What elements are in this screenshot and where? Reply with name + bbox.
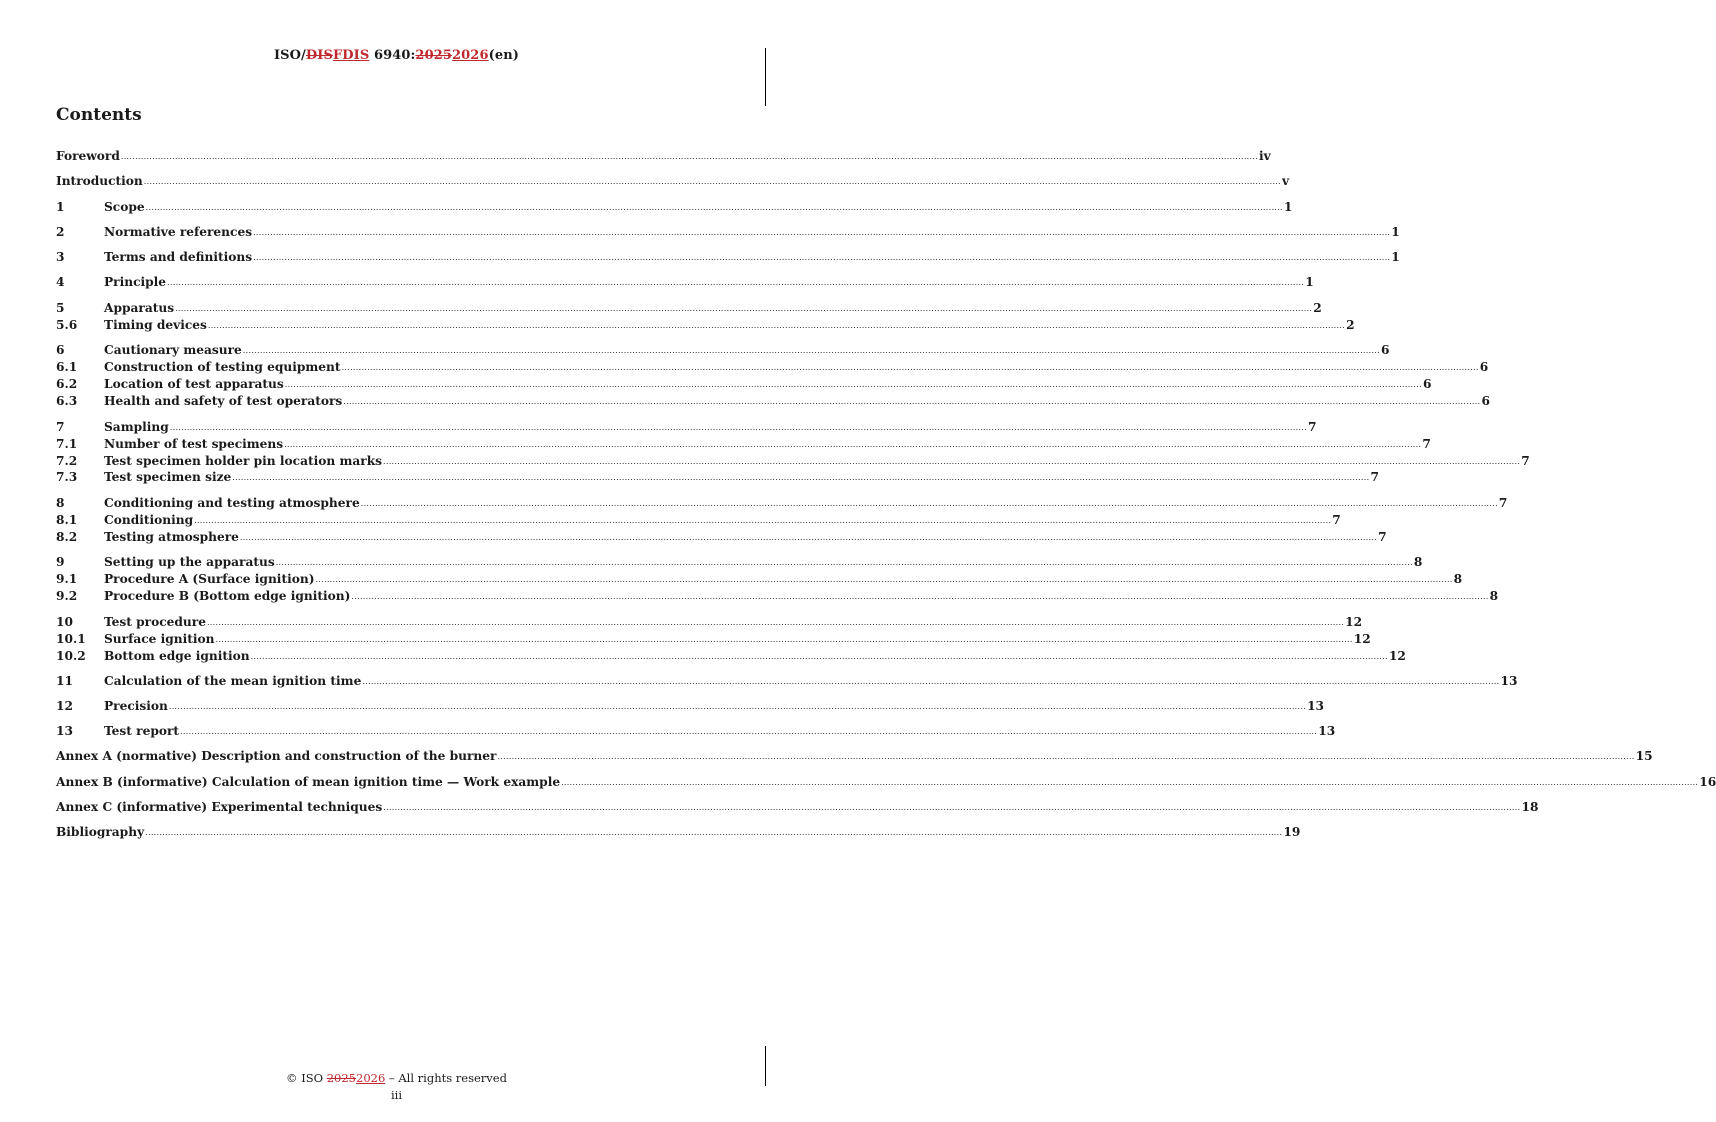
toc-entry-number: 9.1 (56, 572, 78, 586)
toc-entry-title: Normative references (104, 225, 253, 239)
toc-entry[interactable] (56, 435, 1431, 451)
toc-entry[interactable] (56, 375, 1432, 391)
toc-entry[interactable] (56, 299, 1322, 315)
toc-entry-number: 12 (56, 699, 73, 713)
toc-entry[interactable] (56, 198, 1293, 214)
toc-entry-page: 8 (1413, 555, 1423, 569)
toc-entry-page: 13 (1318, 724, 1336, 738)
toc-entry[interactable] (56, 773, 1716, 789)
toc-entry[interactable] (56, 672, 1518, 688)
header-prefix: ISO/ (273, 48, 306, 63)
toc-entry-title: Procedure A (Surface ignition) (104, 572, 315, 586)
header-inserted-stage: FDIS (332, 48, 370, 63)
toc-entry-page: 7 (1307, 420, 1317, 434)
toc-entry[interactable] (56, 147, 1271, 163)
toc-entry-number: 9.2 (56, 589, 78, 603)
toc-dot-leader: ................................................................................................................................................................................................................................................................................................................................................................................................................ (239, 533, 1378, 542)
toc-entry-number: 10.1 (56, 632, 86, 646)
toc-dot-leader: ................................................................................................................................................................................................................................................................................................................................................................................................................ (284, 440, 1422, 449)
toc-entry-number: 4 (56, 275, 65, 289)
toc-entry-number: 7.1 (56, 437, 78, 451)
toc-entry-title: Test specimen holder pin location marks (104, 454, 383, 468)
toc-entry-title: Construction of testing equipment (104, 360, 341, 374)
toc-entry[interactable] (56, 418, 1317, 434)
toc-entry-page: 1 (1391, 225, 1400, 239)
page-title: Contents (56, 105, 142, 125)
toc-entry[interactable] (56, 392, 1490, 408)
toc-entry-number: 7.3 (56, 470, 78, 484)
toc-dot-leader: ................................................................................................................................................................................................................................................................................................................................................................................................................ (232, 473, 1370, 482)
toc-entry-title: Bottom edge ignition (104, 649, 250, 663)
toc-dot-leader: ................................................................................................................................................................................................................................................................................................................................................................................................................ (360, 499, 1498, 508)
toc-entry[interactable] (56, 223, 1400, 239)
toc-entry-title: Precision (104, 699, 168, 713)
toc-entry-page: 7 (1521, 454, 1530, 468)
toc-entry-page: 1 (1305, 275, 1314, 289)
toc-entry-page: 12 (1388, 649, 1406, 663)
toc-entry-title: Calculation of the mean ignition time (104, 674, 362, 688)
toc-entry-page: 2 (1313, 301, 1322, 315)
toc-entry-page: 7 (1332, 513, 1341, 527)
document-header (0, 48, 793, 63)
toc-entry-title: Test procedure (104, 615, 206, 629)
toc-entry-title: Conditioning and testing atmosphere (104, 496, 360, 510)
toc-entry-number: 10 (56, 615, 73, 629)
toc-entry[interactable] (56, 553, 1423, 569)
toc-dot-leader: ................................................................................................................................................................................................................................................................................................................................................................................................................ (175, 304, 1313, 313)
toc-dot-leader: ................................................................................................................................................................................................................................................................................................................................................................................................................ (168, 702, 1307, 711)
toc-entry-page: 19 (1283, 825, 1301, 839)
toc-entry-page: 12 (1353, 632, 1371, 646)
toc-entry-number: 6.2 (56, 377, 78, 391)
toc-entry-page: 7 (1422, 437, 1431, 451)
toc-entry[interactable] (56, 722, 1336, 738)
toc-entry-page: 2 (1346, 318, 1355, 332)
toc-entry-page: 6 (1481, 394, 1490, 408)
toc-entry-title: Procedure B (Bottom edge ignition) (104, 589, 351, 603)
toc-entry-title: Sampling (104, 420, 169, 434)
toc-entry-page: 13 (1500, 674, 1518, 688)
toc-dot-leader: ................................................................................................................................................................................................................................................................................................................................................................................................................ (215, 635, 1353, 644)
toc-entry[interactable] (56, 358, 1489, 374)
toc-entry-page: 18 (1521, 800, 1539, 814)
toc-entry-page: 13 (1307, 699, 1325, 713)
toc-entry-title: Test report (104, 724, 180, 738)
toc-entry-title: Bibliography (56, 825, 145, 839)
toc-dot-leader: ................................................................................................................................................................................................................................................................................................................................................................................................................ (206, 618, 1345, 627)
toc-entry-number: 3 (56, 250, 65, 264)
toc-entry-title: Foreword (56, 149, 120, 163)
toc-dot-leader: ................................................................................................................................................................................................................................................................................................................................................................................................................ (145, 203, 1283, 212)
toc-entry-title: Principle (104, 275, 167, 289)
toc-entry-number: 1 (56, 200, 65, 214)
toc-dot-leader: ................................................................................................................................................................................................................................................................................................................................................................................................................ (120, 152, 1259, 161)
toc-entry-number: 6 (56, 343, 65, 357)
toc-entry-page: 16 (1699, 775, 1716, 789)
toc-entry-page: 7 (1498, 496, 1508, 510)
toc-entry-title: Terms and definitions (104, 250, 253, 264)
toc-entry-page: 8 (1453, 572, 1463, 586)
toc-dot-leader: ................................................................................................................................................................................................................................................................................................................................................................................................................ (383, 457, 1521, 466)
toc-dot-leader: ................................................................................................................................................................................................................................................................................................................................................................................................................ (341, 363, 1479, 372)
toc-entry[interactable] (56, 570, 1463, 586)
toc-dot-leader: ................................................................................................................................................................................................................................................................................................................................................................................................................ (167, 278, 1305, 287)
toc-entry-page: 6 (1380, 343, 1390, 357)
toc-entry-number: 5 (56, 301, 65, 315)
toc-entry-title: Testing atmosphere (104, 530, 239, 544)
toc-entry-title: Surface ignition (104, 632, 215, 646)
toc-entry-page: 7 (1370, 470, 1379, 484)
toc-dot-leader: ................................................................................................................................................................................................................................................................................................................................................................................................................ (194, 516, 1332, 525)
toc-entry-page: v (1281, 174, 1290, 188)
toc-entry-number: 10.2 (56, 649, 86, 663)
toc-entry[interactable] (56, 248, 1400, 264)
toc-entry[interactable] (56, 172, 1290, 188)
toc-entry-page: 1 (1283, 200, 1293, 214)
toc-entry[interactable] (56, 647, 1406, 663)
toc-entry[interactable] (56, 511, 1341, 527)
toc-dot-leader: ................................................................................................................................................................................................................................................................................................................................................................................................................ (207, 321, 1346, 330)
toc-dot-leader: ................................................................................................................................................................................................................................................................................................................................................................................................................ (253, 228, 1391, 237)
toc-dot-leader: ................................................................................................................................................................................................................................................................................................................................................................................................................ (180, 727, 1318, 736)
header-deleted-year: 2025 (415, 48, 453, 63)
toc-entry[interactable] (56, 528, 1387, 544)
toc-entry-page: 1 (1391, 250, 1400, 264)
toc-dot-leader: ................................................................................................................................................................................................................................................................................................................................................................................................................ (145, 828, 1283, 837)
toc-entry[interactable] (56, 587, 1499, 603)
page-number: iii (390, 1088, 403, 1102)
toc-entry-title: Annex B (informative) Calculation of mean ignition time — Work example (56, 775, 561, 789)
toc-dot-leader: ................................................................................................................................................................................................................................................................................................................................................................................................................ (315, 575, 1453, 584)
toc-dot-leader: ................................................................................................................................................................................................................................................................................................................................................................................................................ (383, 803, 1521, 812)
toc-dot-leader: ................................................................................................................................................................................................................................................................................................................................................................................................................ (284, 380, 1422, 389)
toc-entry-page: 7 (1378, 530, 1387, 544)
toc-entry-title: Location of test apparatus (104, 377, 284, 391)
toc-entry-title: Cautionary measure (104, 343, 242, 357)
toc-entry-title: Conditioning (104, 513, 194, 527)
toc-entry-page: 8 (1489, 589, 1499, 603)
toc-entry-number: 7 (56, 420, 65, 434)
toc-entry[interactable] (56, 273, 1314, 289)
header-deleted-stage: DIS (305, 48, 333, 63)
toc-entry-title: Timing devices (104, 318, 207, 332)
toc-entry-number: 8.2 (56, 530, 78, 544)
toc-entry-number: 11 (56, 674, 73, 688)
header-suffix: (en) (488, 48, 520, 63)
toc-entry-number: 8 (56, 496, 65, 510)
toc-dot-leader: ................................................................................................................................................................................................................................................................................................................................................................................................................ (143, 177, 1281, 186)
toc-entry-number: 2 (56, 225, 65, 239)
toc-entry-number: 6.1 (56, 360, 78, 374)
toc-dot-leader: ................................................................................................................................................................................................................................................................................................................................................................................................................ (561, 778, 1699, 787)
toc-entry-title: Number of test specimens (104, 437, 284, 451)
toc-entry[interactable] (56, 316, 1355, 332)
toc-entry-page: 6 (1422, 377, 1432, 391)
toc-entry[interactable] (56, 452, 1530, 468)
toc-entry-page: iv (1259, 149, 1271, 163)
toc-dot-leader: ................................................................................................................................................................................................................................................................................................................................................................................................................ (362, 677, 1500, 686)
toc-entry-page: 12 (1345, 615, 1363, 629)
toc-entry-number: 8.1 (56, 513, 78, 527)
toc-entry[interactable] (56, 468, 1379, 484)
toc-entry[interactable] (56, 747, 1653, 763)
footer-suffix: – All rights reserved (385, 1071, 507, 1085)
toc-dot-leader: ................................................................................................................................................................................................................................................................................................................................................................................................................ (497, 752, 1635, 761)
toc-entry-title: Setting up the apparatus (104, 555, 275, 569)
toc-entry-title: Scope (104, 200, 145, 214)
toc-entry-title: Apparatus (104, 301, 175, 315)
toc-entry-page: 15 (1635, 749, 1653, 763)
toc-entry-title: Introduction (56, 174, 143, 188)
copyright-footer (0, 1071, 793, 1085)
toc-entry[interactable] (56, 341, 1390, 357)
toc-entry-number: 9 (56, 555, 65, 569)
footer-deleted-year: 2025 (326, 1071, 356, 1085)
toc-entry-title: Health and safety of test operators (104, 394, 343, 408)
toc-dot-leader: ................................................................................................................................................................................................................................................................................................................................................................................................................ (169, 423, 1307, 432)
toc-entry-title: Annex A (normative) Description and construction of the burner (56, 749, 497, 763)
toc-dot-leader: ................................................................................................................................................................................................................................................................................................................................................................................................................ (250, 652, 1388, 661)
toc-entry-number: 13 (56, 724, 73, 738)
toc-entry[interactable] (56, 697, 1325, 713)
toc-dot-leader: ................................................................................................................................................................................................................................................................................................................................................................................................................ (343, 397, 1481, 406)
toc-entry-number: 5.6 (56, 318, 78, 332)
toc-dot-leader: ................................................................................................................................................................................................................................................................................................................................................................................................................ (242, 346, 1380, 355)
toc-entry-page: 6 (1479, 360, 1489, 374)
toc-entry-number: 6.3 (56, 394, 78, 408)
toc-entry[interactable] (56, 823, 1301, 839)
toc-dot-leader: ................................................................................................................................................................................................................................................................................................................................................................................................................ (275, 558, 1413, 567)
toc-entry[interactable] (56, 613, 1363, 629)
toc-entry-title: Test specimen size (104, 470, 232, 484)
toc-entry[interactable] (56, 494, 1508, 510)
toc-entry-number: 7.2 (56, 454, 78, 468)
toc-entry[interactable] (56, 630, 1371, 646)
header-number: 6940: (369, 48, 416, 63)
footer-prefix: © ISO (286, 1071, 327, 1085)
toc-entry[interactable] (56, 798, 1539, 814)
header-inserted-year: 2026 (452, 48, 489, 63)
toc-dot-leader: ................................................................................................................................................................................................................................................................................................................................................................................................................ (253, 253, 1391, 262)
toc-dot-leader: ................................................................................................................................................................................................................................................................................................................................................................................................................ (351, 592, 1489, 601)
footer-inserted-year: 2026 (356, 1071, 386, 1085)
toc-entry-title: Annex C (informative) Experimental techniques (56, 800, 383, 814)
